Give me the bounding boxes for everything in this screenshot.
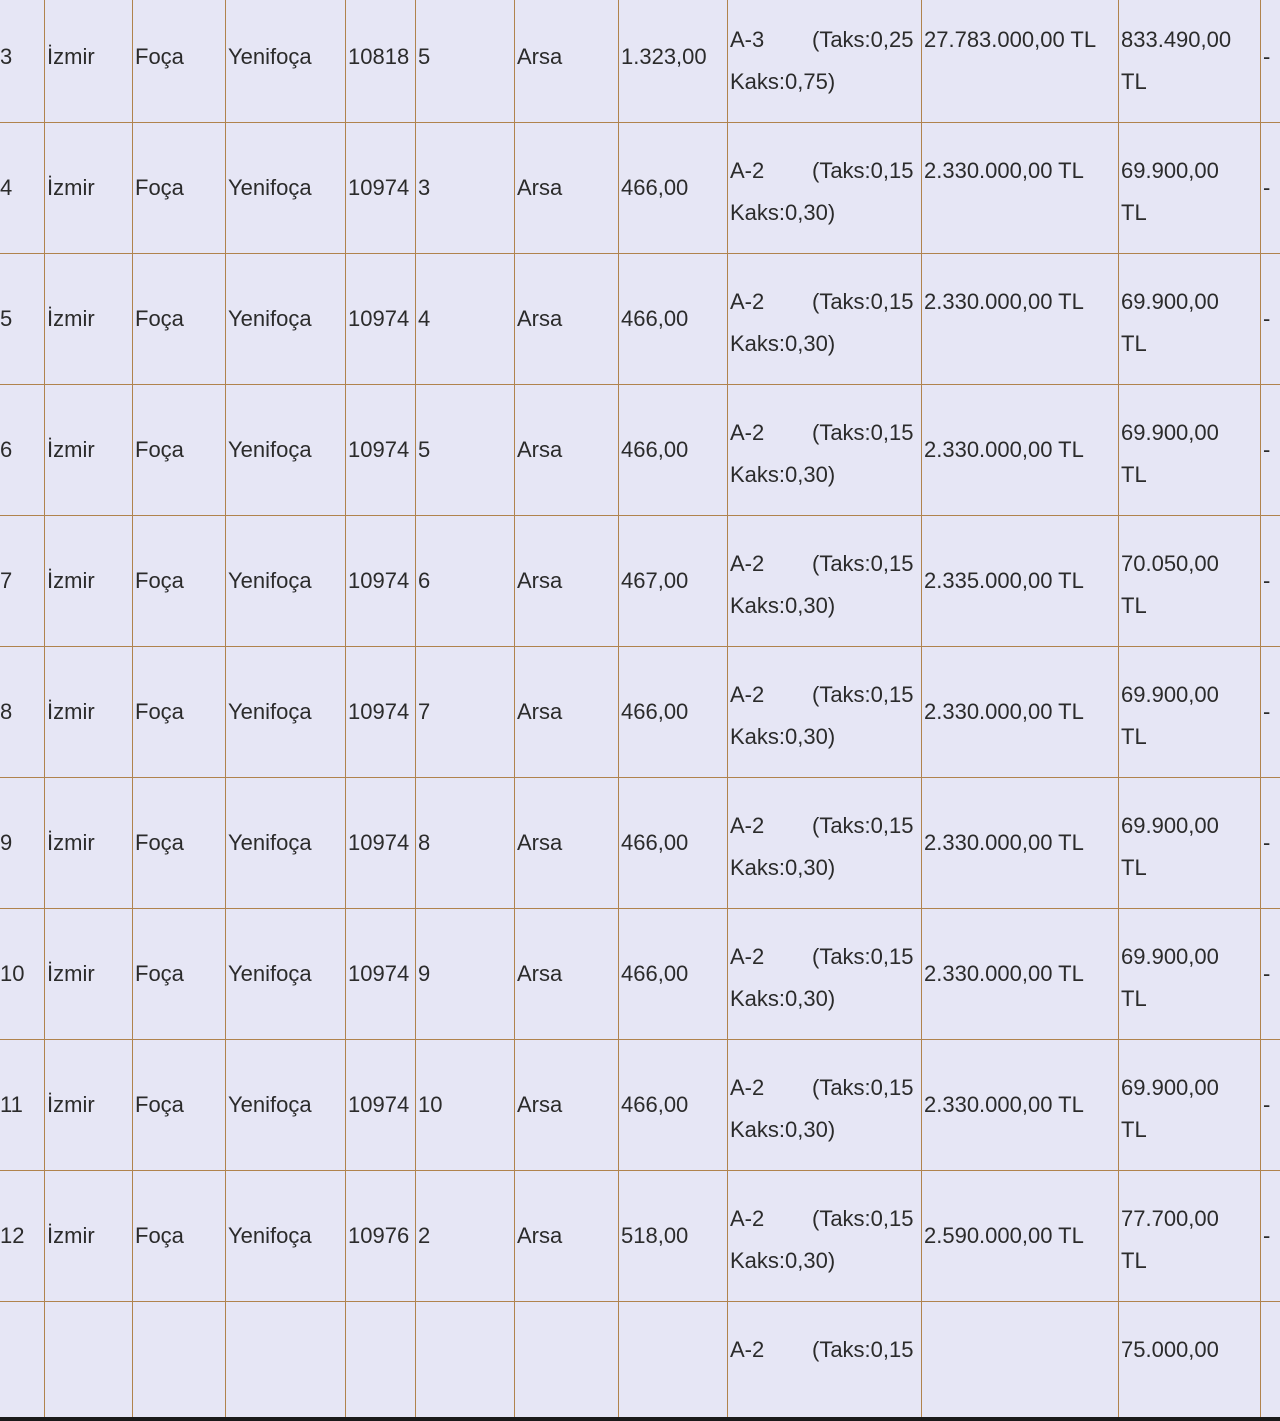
area-cell: 466,00 xyxy=(619,1040,728,1171)
type-cell: Arsa xyxy=(515,516,619,647)
neighborhood-cell: Yenifoça xyxy=(226,516,346,647)
zoning-code: A-2 xyxy=(730,551,765,576)
zoning-cell xyxy=(728,1302,922,1421)
zoning-taks: (Taks:0,15 xyxy=(812,682,914,707)
extra-cell: - xyxy=(1261,647,1280,778)
deposit-unit: TL xyxy=(1121,1248,1147,1273)
type-cell: Arsa xyxy=(515,778,619,909)
block-cell: 10974 xyxy=(346,909,416,1040)
table-row xyxy=(0,1040,1280,1171)
district-cell: Foça xyxy=(133,516,226,647)
district-cell: Foça xyxy=(133,1171,226,1302)
deposit-cell xyxy=(1119,0,1261,123)
neighborhood-cell: Yenifoça xyxy=(226,254,346,385)
neighborhood-cell: Yenifoça xyxy=(226,1040,346,1171)
area-cell: 466,00 xyxy=(619,254,728,385)
province-cell xyxy=(45,1302,133,1421)
deposit-cell xyxy=(1119,778,1261,909)
block-cell: 10974 xyxy=(346,1040,416,1171)
zoning-taks: (Taks:0,15 xyxy=(812,420,914,445)
district-cell: Foça xyxy=(133,647,226,778)
zoning-kaks: Kaks:0,30) xyxy=(730,724,836,749)
estimated-value-cell: 2.330.000,00 TL xyxy=(922,909,1119,1040)
block-cell: 10974 xyxy=(346,385,416,516)
block-cell: 10974 xyxy=(346,254,416,385)
row-number-cell: 7 xyxy=(0,516,45,647)
zoning-code: A-2 xyxy=(730,1206,765,1231)
zoning-kaks: Kaks:0,30) xyxy=(730,855,836,880)
type-cell: Arsa xyxy=(515,385,619,516)
deposit-amount: 69.900,00 xyxy=(1121,944,1219,969)
deposit-cell xyxy=(1119,909,1261,1040)
block-cell: 10974 xyxy=(346,647,416,778)
block-cell: 10974 xyxy=(346,516,416,647)
zoning-code: A-2 xyxy=(730,682,765,707)
zoning-code: A-2 xyxy=(730,289,765,314)
zoning-taks: (Taks:0,15 xyxy=(812,813,914,838)
neighborhood-cell xyxy=(226,1302,346,1421)
zoning-cell xyxy=(728,778,922,909)
zoning-code: A-2 xyxy=(730,1075,765,1100)
area-cell: 466,00 xyxy=(619,647,728,778)
table-row xyxy=(0,1171,1280,1302)
district-cell: Foça xyxy=(133,123,226,254)
row-number-cell: 4 xyxy=(0,123,45,254)
block-cell: 10818 xyxy=(346,0,416,123)
district-cell xyxy=(133,1302,226,1421)
zoning-kaks: Kaks:0,30) xyxy=(730,986,836,1011)
zoning-kaks: Kaks:0,30) xyxy=(730,200,836,225)
extra-cell: - xyxy=(1261,778,1280,909)
estimated-value-cell: 2.330.000,00 TL xyxy=(922,123,1119,254)
area-cell: 466,00 xyxy=(619,778,728,909)
block-cell: 10976 xyxy=(346,1171,416,1302)
zoning-cell xyxy=(728,385,922,516)
district-cell: Foça xyxy=(133,0,226,123)
deposit-cell xyxy=(1119,647,1261,778)
zoning-code: A-2 xyxy=(730,1337,765,1362)
parcel-cell: 2 xyxy=(416,1171,515,1302)
estimated-value-cell: 2.335.000,00 TL xyxy=(922,516,1119,647)
deposit-amount: 69.900,00 xyxy=(1121,420,1219,445)
province-cell: İzmir xyxy=(45,909,133,1040)
deposit-unit: TL xyxy=(1121,593,1147,618)
parcel-cell: 3 xyxy=(416,123,515,254)
deposit-amount: 77.700,00 xyxy=(1121,1206,1219,1231)
neighborhood-cell: Yenifoça xyxy=(226,647,346,778)
province-cell: İzmir xyxy=(45,0,133,123)
deposit-unit: TL xyxy=(1121,1117,1147,1142)
deposit-cell xyxy=(1119,385,1261,516)
zoning-cell xyxy=(728,123,922,254)
estimated-value-cell: 2.330.000,00 TL xyxy=(922,647,1119,778)
district-cell: Foça xyxy=(133,1040,226,1171)
row-number-cell: 3 xyxy=(0,0,45,123)
row-number-cell: 5 xyxy=(0,254,45,385)
deposit-unit: TL xyxy=(1121,462,1147,487)
row-number-cell xyxy=(0,1302,45,1421)
province-cell: İzmir xyxy=(45,1040,133,1171)
estimated-value-cell: 2.330.000,00 TL xyxy=(922,385,1119,516)
deposit-cell xyxy=(1119,1171,1261,1302)
deposit-unit: TL xyxy=(1121,986,1147,1011)
zoning-taks: (Taks:0,15 xyxy=(812,1206,914,1231)
district-cell: Foça xyxy=(133,778,226,909)
neighborhood-cell: Yenifoça xyxy=(226,385,346,516)
zoning-kaks: Kaks:0,30) xyxy=(730,1117,836,1142)
area-cell: 466,00 xyxy=(619,909,728,1040)
province-cell: İzmir xyxy=(45,647,133,778)
extra-cell xyxy=(1261,1302,1280,1421)
parcel-cell xyxy=(416,1302,515,1421)
deposit-cell xyxy=(1119,516,1261,647)
type-cell xyxy=(515,1302,619,1421)
province-cell: İzmir xyxy=(45,254,133,385)
zoning-cell xyxy=(728,647,922,778)
extra-cell: - xyxy=(1261,254,1280,385)
zoning-taks: (Taks:0,15 xyxy=(812,158,914,183)
zoning-kaks: Kaks:0,30) xyxy=(730,331,836,356)
zoning-taks: (Taks:0,15 xyxy=(812,1337,914,1362)
zoning-cell xyxy=(728,1171,922,1302)
province-cell: İzmir xyxy=(45,123,133,254)
extra-cell: - xyxy=(1261,123,1280,254)
table-row xyxy=(0,647,1280,778)
type-cell: Arsa xyxy=(515,1171,619,1302)
zoning-cell xyxy=(728,909,922,1040)
table-row xyxy=(0,254,1280,385)
block-cell: 10974 xyxy=(346,778,416,909)
area-cell: 518,00 xyxy=(619,1171,728,1302)
zoning-cell xyxy=(728,0,922,123)
estimated-value-cell: 27.783.000,00 TL xyxy=(922,0,1119,123)
zoning-cell xyxy=(728,1040,922,1171)
type-cell: Arsa xyxy=(515,0,619,123)
deposit-cell xyxy=(1119,1040,1261,1171)
row-number-cell: 8 xyxy=(0,647,45,778)
row-number-cell: 10 xyxy=(0,909,45,1040)
deposit-cell xyxy=(1119,254,1261,385)
area-cell: 1.323,00 xyxy=(619,0,728,123)
block-cell xyxy=(346,1302,416,1421)
area-cell: 466,00 xyxy=(619,385,728,516)
parcel-cell: 10 xyxy=(416,1040,515,1171)
table-row xyxy=(0,909,1280,1040)
window-bottom-edge xyxy=(0,1417,1280,1421)
extra-cell: - xyxy=(1261,516,1280,647)
zoning-code: A-2 xyxy=(730,944,765,969)
extra-cell: - xyxy=(1261,0,1280,123)
parcel-cell: 5 xyxy=(416,0,515,123)
zoning-taks: (Taks:0,15 xyxy=(812,944,914,969)
zoning-code: A-3 xyxy=(730,27,765,52)
parcel-cell: 9 xyxy=(416,909,515,1040)
zoning-taks: (Taks:0,15 xyxy=(812,1075,914,1100)
district-cell: Foça xyxy=(133,385,226,516)
deposit-amount: 69.900,00 xyxy=(1121,1075,1219,1100)
province-cell: İzmir xyxy=(45,516,133,647)
zoning-cell xyxy=(728,254,922,385)
neighborhood-cell: Yenifoça xyxy=(226,1171,346,1302)
zoning-kaks: Kaks:0,30) xyxy=(730,1248,836,1273)
deposit-amount: 70.050,00 xyxy=(1121,551,1219,576)
deposit-amount: 69.900,00 xyxy=(1121,813,1219,838)
table-row xyxy=(0,385,1280,516)
deposit-amount: 69.900,00 xyxy=(1121,289,1219,314)
row-number-cell: 6 xyxy=(0,385,45,516)
deposit-amount: 69.900,00 xyxy=(1121,682,1219,707)
table-row xyxy=(0,0,1280,123)
row-number-cell: 12 xyxy=(0,1171,45,1302)
province-cell: İzmir xyxy=(45,778,133,909)
province-cell: İzmir xyxy=(45,385,133,516)
zoning-kaks: Kaks:0,75) xyxy=(730,69,836,94)
extra-cell: - xyxy=(1261,385,1280,516)
area-cell: 466,00 xyxy=(619,123,728,254)
deposit-amount: 833.490,00 xyxy=(1121,27,1232,52)
table-row xyxy=(0,123,1280,254)
parcel-cell: 4 xyxy=(416,254,515,385)
zoning-code: A-2 xyxy=(730,813,765,838)
parcel-cell: 6 xyxy=(416,516,515,647)
deposit-unit: TL xyxy=(1121,855,1147,880)
zoning-taks: (Taks:0,15 xyxy=(812,289,914,314)
deposit-unit: TL xyxy=(1121,69,1147,94)
estimated-value-cell: 2.330.000,00 TL xyxy=(922,1040,1119,1171)
district-cell: Foça xyxy=(133,909,226,1040)
zoning-taks: (Taks:0,25 xyxy=(812,27,914,52)
area-cell: 467,00 xyxy=(619,516,728,647)
block-cell: 10974 xyxy=(346,123,416,254)
parcel-cell: 7 xyxy=(416,647,515,778)
neighborhood-cell: Yenifoça xyxy=(226,909,346,1040)
type-cell: Arsa xyxy=(515,254,619,385)
estimated-value-cell: 2.330.000,00 TL xyxy=(922,254,1119,385)
type-cell: Arsa xyxy=(515,123,619,254)
zoning-code: A-2 xyxy=(730,420,765,445)
neighborhood-cell: Yenifoça xyxy=(226,778,346,909)
neighborhood-cell: Yenifoça xyxy=(226,0,346,123)
district-cell: Foça xyxy=(133,254,226,385)
estimated-value-cell xyxy=(922,1302,1119,1421)
zoning-code: A-2 xyxy=(730,158,765,183)
type-cell: Arsa xyxy=(515,647,619,778)
neighborhood-cell: Yenifoça xyxy=(226,123,346,254)
deposit-cell xyxy=(1119,123,1261,254)
estimated-value-cell: 2.330.000,00 TL xyxy=(922,778,1119,909)
table-row xyxy=(0,778,1280,909)
deposit-amount: 69.900,00 xyxy=(1121,158,1219,183)
extra-cell: - xyxy=(1261,1040,1280,1171)
zoning-kaks: Kaks:0,30) xyxy=(730,593,836,618)
deposit-unit: TL xyxy=(1121,331,1147,356)
deposit-unit: TL xyxy=(1121,200,1147,225)
type-cell: Arsa xyxy=(515,909,619,1040)
table-row xyxy=(0,1302,1280,1421)
parcel-cell: 5 xyxy=(416,385,515,516)
extra-cell: - xyxy=(1261,909,1280,1040)
deposit-amount: 75.000,00 xyxy=(1121,1337,1219,1362)
type-cell: Arsa xyxy=(515,1040,619,1171)
deposit-cell xyxy=(1119,1302,1261,1421)
table-row xyxy=(0,516,1280,647)
row-number-cell: 9 xyxy=(0,778,45,909)
deposit-unit: TL xyxy=(1121,724,1147,749)
province-cell: İzmir xyxy=(45,1171,133,1302)
extra-cell: - xyxy=(1261,1171,1280,1302)
zoning-cell xyxy=(728,516,922,647)
area-cell xyxy=(619,1302,728,1421)
estimated-value-cell: 2.590.000,00 TL xyxy=(922,1171,1119,1302)
zoning-kaks: Kaks:0,30) xyxy=(730,462,836,487)
zoning-taks: (Taks:0,15 xyxy=(812,551,914,576)
row-number-cell: 11 xyxy=(0,1040,45,1171)
parcel-cell: 8 xyxy=(416,778,515,909)
